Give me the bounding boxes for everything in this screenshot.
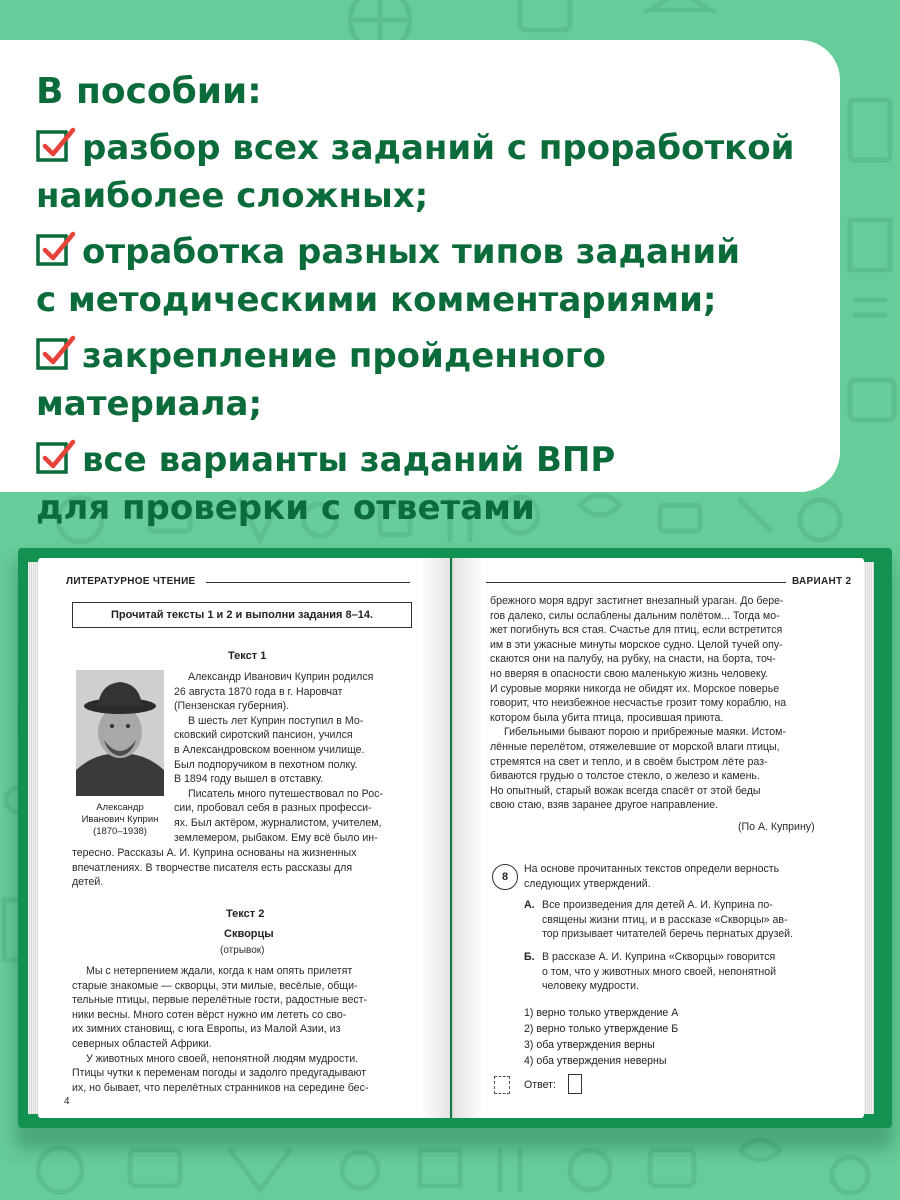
- text-line: старые знакомые — скворцы, эти милые, весёлые, общи-: [72, 979, 358, 992]
- text-line: 26 августа 1870 года в г. Наровчат: [174, 685, 343, 698]
- feature-item-2-line2: с методическими комментариями;: [36, 280, 717, 320]
- attribution: (По А. Куприну): [738, 821, 815, 833]
- text-line: их, но бывает, что перелётных странников на середине бес-: [72, 1081, 369, 1094]
- feature-item-4-line1: все варианты заданий ВПР: [82, 440, 616, 480]
- answer-label: Ответ:: [524, 1079, 556, 1091]
- running-head-rule: [486, 582, 786, 583]
- text-line: На основе прочитанных текстов определи верность: [524, 863, 780, 875]
- feature-item-3: [36, 332, 820, 428]
- text-line: о том, что у животных много своей, непонятной: [542, 965, 777, 978]
- checkbox-check-icon: [36, 230, 76, 268]
- banner-title: В пособии:: [36, 71, 262, 112]
- text-line: следующих утверждений.: [524, 877, 651, 890]
- text1-title: Текст 1: [228, 650, 267, 662]
- text-line: в Александровском военном училище.: [174, 743, 365, 756]
- text-line: тор призывает читателей беречь пернатых друзей.: [542, 928, 793, 941]
- checkbox-check-icon: [36, 126, 76, 164]
- text-line: котором была убита птица, просившая приюта.: [490, 711, 724, 724]
- portrait-image: [76, 670, 164, 796]
- text-line: землемером, рыбаком. Ему всё было ин-: [174, 831, 378, 844]
- statement-a-label: А.: [524, 899, 535, 911]
- text1-body: [174, 670, 414, 845]
- author-portrait: [76, 670, 164, 796]
- right-page: [452, 558, 864, 1118]
- checkbox-check-icon: [36, 334, 76, 372]
- text2-name: Скворцы: [224, 928, 274, 940]
- text-line: И суровые моряки никогда не обидят их. Морское поверье: [490, 682, 780, 695]
- text-line: тересно. Рассказы А. И. Куприна основаны на жизненных: [72, 847, 357, 859]
- text-line: Писатель много путешествовал по Рос-: [188, 787, 383, 800]
- text-line: но вверяя в опасности свою маленькую жизнь человеку.: [490, 667, 768, 680]
- text-line: детей.: [72, 876, 104, 889]
- task-instruction-box: Прочитай тексты 1 и 2 и выполни задания 8–14.: [72, 602, 412, 628]
- score-box: [494, 1076, 510, 1094]
- caption-line: (1870–1938): [93, 826, 147, 837]
- running-head-rule: [206, 582, 410, 583]
- feature-item-1-line1: разбор всех заданий с проработкой: [82, 128, 795, 168]
- answer-box: [568, 1074, 582, 1094]
- text-line: Все произведения для детей А. И. Куприна по-: [542, 899, 773, 911]
- text2-title: Текст 2: [226, 908, 265, 920]
- text-line: скаются они на палубу, на рубку, на снасти, на борта, точ-: [490, 653, 776, 666]
- text-line: Но опытный, старый вожак всегда спасёт от этой беды: [490, 784, 761, 797]
- text-line: В шесть лет Куприн поступил в Мо-: [188, 714, 364, 727]
- text-line: свою стаю, взяв заранее другое направление.: [490, 799, 719, 812]
- text-line: говорит, что неизбежное несчастье грозит тому кораблю, на: [490, 697, 787, 710]
- feature-item-1: [36, 124, 820, 220]
- statement-a: [542, 898, 834, 942]
- text-line: гов далеко, силы ослаблены дальним полётом... Тогда мо-: [490, 609, 780, 622]
- feature-item-4-line2: для проверки с ответами: [36, 488, 535, 528]
- text-line: священы жизни птиц, и в рассказе «Скворцы» ав-: [542, 913, 788, 926]
- answer-option-3: 3) оба утверждения верны: [524, 1039, 655, 1051]
- text-line: биваются грудью о толстое стекло, о железо и камень.: [490, 770, 760, 783]
- caption-line: Александр: [96, 802, 144, 813]
- text-line: стремятся на свет и тепло, и в своём быстром лёте раз-: [490, 755, 768, 768]
- text-line: (Пензенская губерния).: [174, 700, 290, 713]
- text2-body: [72, 964, 414, 1095]
- text-line: сковский сиротский пансион, учился: [174, 729, 353, 742]
- feature-item-3-line1: закрепление пройденного материала;: [36, 336, 606, 424]
- answer-option-2: 2) верно только утверждение Б: [524, 1023, 679, 1035]
- portrait-caption: [68, 802, 172, 838]
- text-line: ях. Был актёром, журналистом, учителем,: [174, 816, 382, 829]
- text2-subtitle: (отрывок): [220, 945, 265, 956]
- caption-line: Иванович Куприн: [81, 814, 159, 825]
- running-head-left: ЛИТЕРАТУРНОЕ ЧТЕНИЕ: [66, 576, 196, 587]
- text-line: человеку мудрости.: [542, 980, 639, 993]
- feature-item-2: [36, 228, 820, 324]
- features-banner: [0, 40, 840, 528]
- question-text: [524, 862, 834, 891]
- text-line: У животных много своей, непонятной людям мудрости.: [86, 1052, 359, 1065]
- answer-option-1: 1) верно только утверждение А: [524, 1007, 679, 1019]
- text-line: сии, пробовал себя в разных професси-: [174, 802, 372, 815]
- text-line: брежного моря вдруг застигнет внезапный ураган. До бере-: [490, 595, 784, 607]
- feature-item-1-line2: наиболее сложных;: [36, 176, 429, 216]
- text-line: тельные птицы, первые перелётные гости, радостные вест-: [72, 994, 368, 1007]
- text-line: впечатлениях. В творчестве писателя есть рассказы для: [72, 861, 353, 874]
- text-line: Птицы чутки к переменам погоды и задолго предугадывают: [72, 1067, 367, 1080]
- answer-option-4: 4) оба утверждения неверны: [524, 1055, 667, 1067]
- text-line: ники весны. Много сотен вёрст нужно им лететь со сво-: [72, 1008, 347, 1021]
- text-line: северных областей Африки.: [72, 1037, 212, 1050]
- text-line: Был подпоручиком в пехотном полку.: [174, 758, 358, 771]
- page-number-left: 4: [64, 1096, 70, 1107]
- left-page: [38, 558, 450, 1118]
- running-head-right: ВАРИАНТ 2: [792, 576, 852, 587]
- text-line: Александр Иванович Куприн родился: [188, 671, 374, 683]
- text-line: Мы с нетерпением ждали, когда к нам опять прилетят: [86, 965, 353, 977]
- question-number-badge: 8: [492, 864, 518, 890]
- text-line: жет погибнуть вся стая. Счастье для птиц, если встретится: [490, 624, 783, 637]
- text-line: их зимних становищ, с юга Европы, из Малой Азии, из: [72, 1023, 341, 1036]
- statement-b-label: Б.: [524, 951, 535, 963]
- checkbox-check-icon: [36, 438, 76, 476]
- text1-tail: [72, 846, 414, 890]
- feature-item-4: [36, 436, 820, 532]
- statement-b: [542, 950, 834, 994]
- text-line: В 1894 году вышел в отставку.: [174, 773, 324, 786]
- text-line: Гибельными бывают порою и прибрежные маяки. Истом-: [504, 726, 786, 739]
- text-line: лённые перелётом, отяжелевшие от морской влаги птицы,: [490, 740, 780, 753]
- feature-item-2-line1: отработка разных типов заданий: [82, 232, 741, 272]
- text-line: В рассказе А. И. Куприна «Скворцы» говорится: [542, 951, 776, 963]
- text2-continued: [490, 594, 832, 813]
- text-line: им в эти ужасные минуты морское судно. Целой тучей опу-: [490, 638, 783, 651]
